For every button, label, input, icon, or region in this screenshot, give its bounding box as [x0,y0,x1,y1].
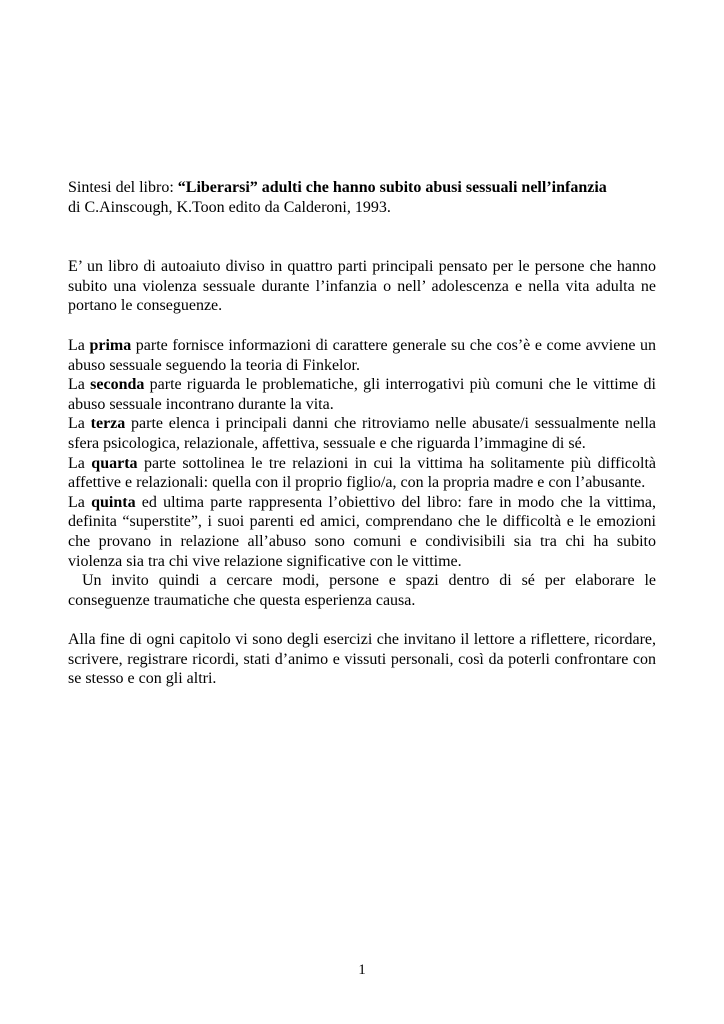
part-paragraph-third [68,414,656,453]
part-lead: La [68,454,92,472]
invitation-paragraph: Un invito quindi a cercare modi, persone e spazi dentro di sé per elaborare le conseguenze traumatiche che questa esperienza causa. [68,572,656,609]
part-paragraph-fifth [68,493,656,571]
part-paragraph-fourth [68,454,656,493]
part-text: parte riguarda le problematiche, gli interrogativi più comuni che le vittime di abuso sessuale incontrano durante la vita. [68,376,657,413]
part-text: ed ultima parte rappresenta l’obiettivo del libro: fare in modo che la vittima, definita “superstite”, i suoi parenti ed amici, comprendano che le difficoltà e le emozioni che provano in relazione all’abuso sono comuni e condivisibili sia tra chi ha subito violenza sia tra chi vive relazione significative con le vittime. [68,493,657,570]
part-text: parte fornisce informazioni di carattere generale su che cos’è e come avviene un abuso sessuale seguendo la teoria di Finkelor. [68,336,657,374]
document-body [68,178,656,689]
part-name: quarta [91,454,138,472]
part-name: prima [89,336,132,354]
part-paragraph-first [68,336,656,375]
part-text: parte sottolinea le tre relazioni in cui la vittima ha solitamente più difficoltà affettive e relazionali: quella con il proprio figlio/a, con la propria madre e con l’abusante. [68,454,657,492]
part-lead: La [68,376,91,394]
part-lead: La [68,493,92,511]
part-name: seconda [90,376,145,394]
part-name: quinta [91,493,136,511]
spacer [68,217,656,257]
part-text: parte elenca i principali danni che ritroviamo nelle abusate/i sessualmente nella sfera psicologica, relazionale, affettiva, sessuale e che riguarda l’immagine di sé. [68,415,656,452]
part-name: terza [90,415,126,433]
title-prefix: Sintesi del libro: [68,179,178,196]
page-number: 1 [358,962,366,978]
book-authors: di C.Ainscough, K.Toon edito da Calderoni, 1993. [68,198,391,216]
part-lead: La [68,415,91,433]
document-title [68,178,656,198]
closing-paragraph: Alla fine di ogni capitolo vi sono degli esercizi che invitano il lettore a riflettere, ricordare, scrivere, registrare ricordi, stati d’animo e vissuti personali, così da poterli confrontare con se stesso e con gli altri. [68,631,656,688]
book-title: “Liberarsi” adulti che hanno subito abusi sessuali nell’infanzia [177,179,607,196]
spacer [68,316,656,336]
spacer [68,610,656,630]
part-paragraph-second [68,375,656,414]
intro-paragraph: E’ un libro di autoaiuto diviso in quattro parti principali pensato per le persone che hanno subito una violenza sessuale durante l’infanzia o nell’ adolescenza e nella vita adulta ne portano le conseguenze. [68,258,656,315]
part-lead: La [68,336,90,354]
